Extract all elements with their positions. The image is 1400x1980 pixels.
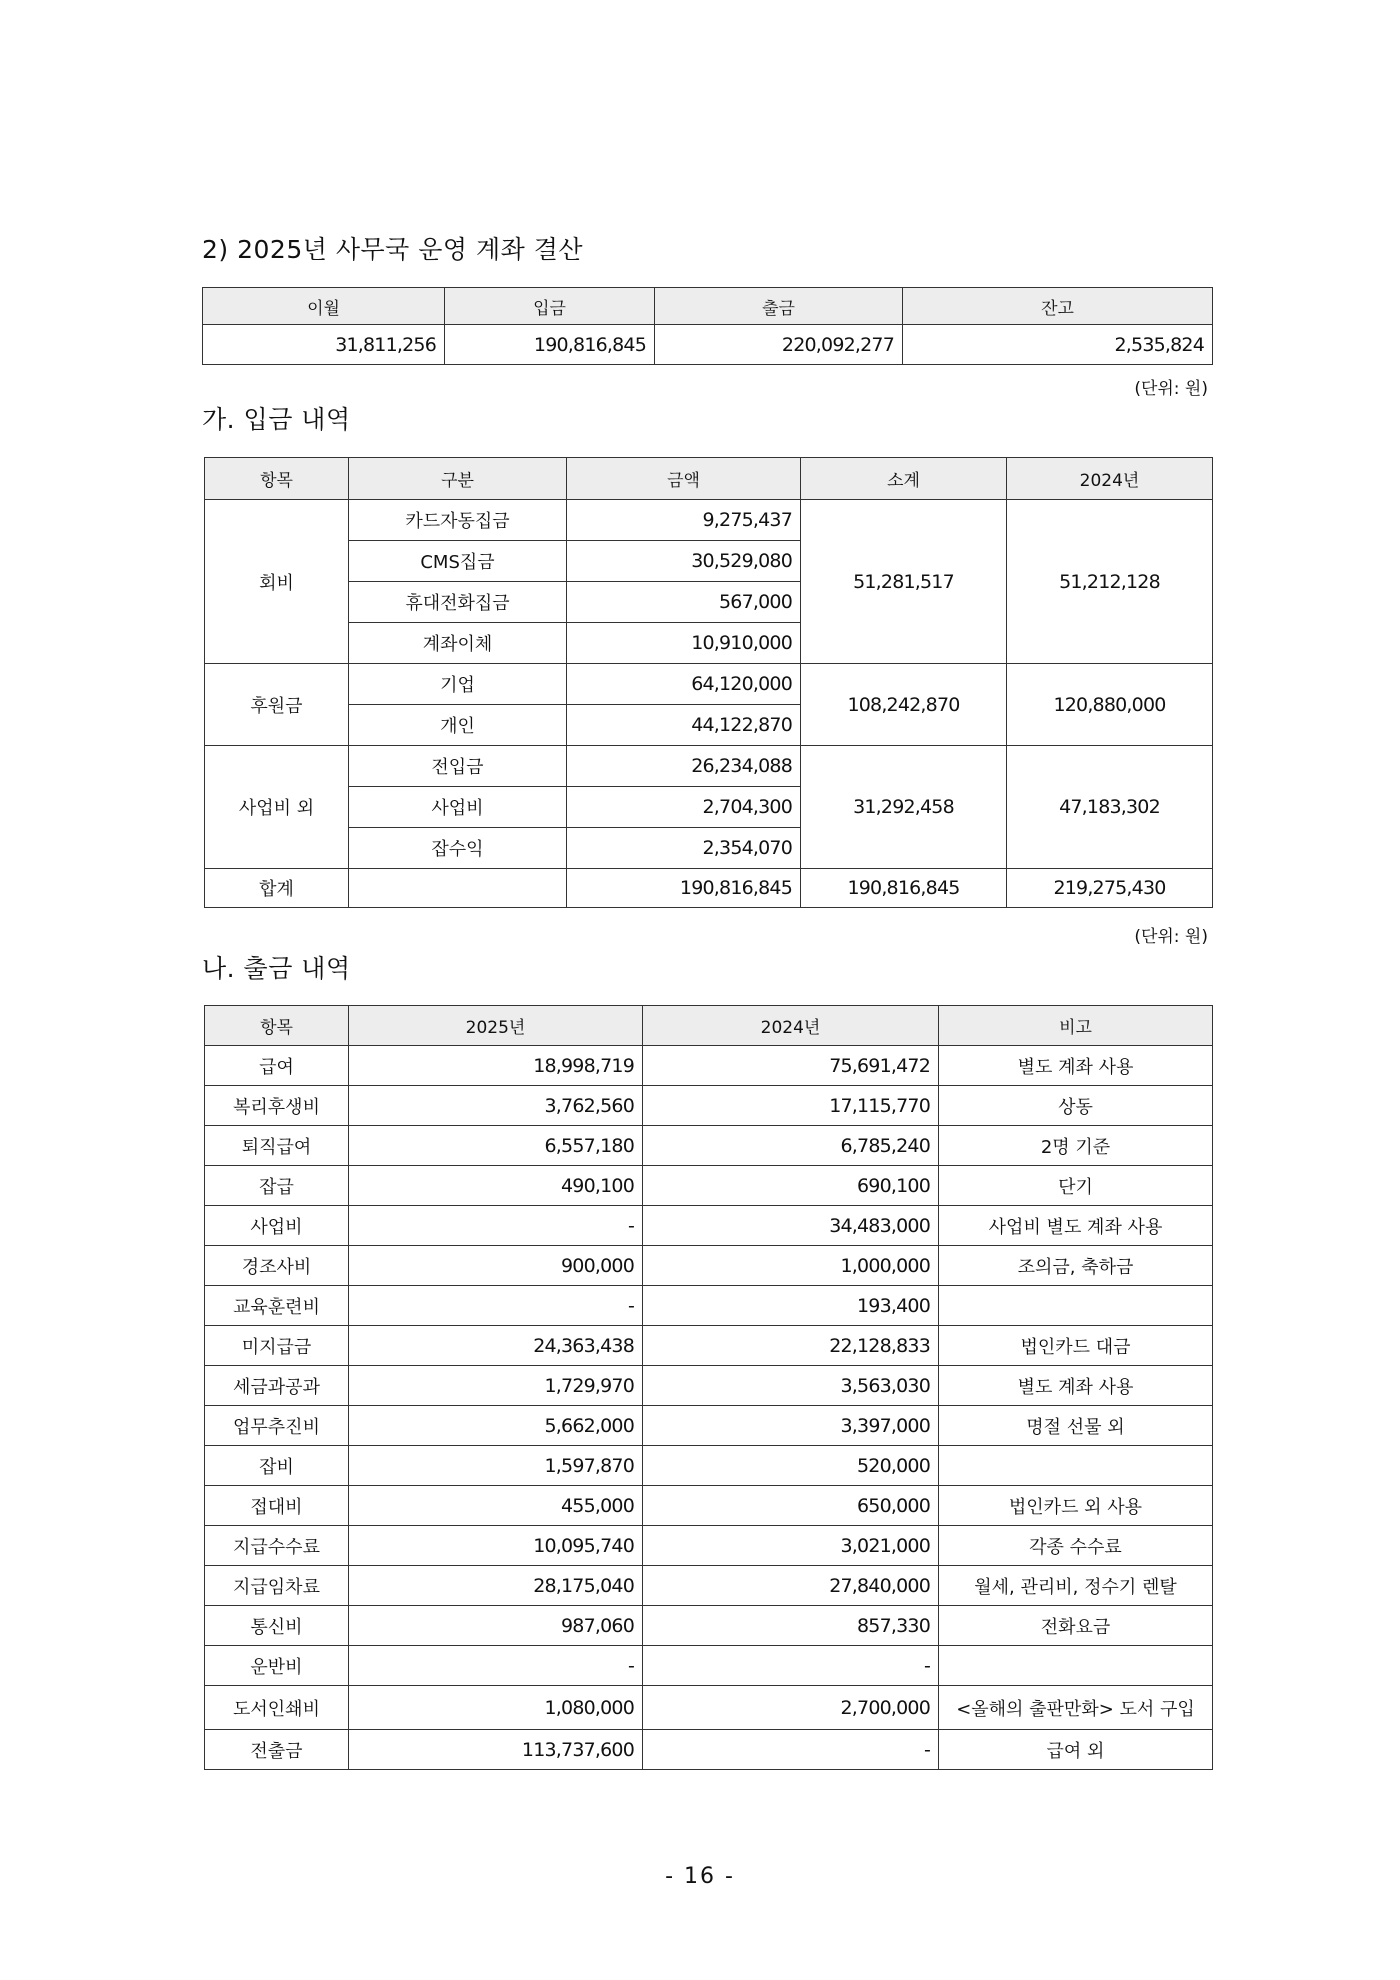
income-item: 사업비 외 — [205, 746, 349, 869]
expense-2024: 75,691,472 — [643, 1046, 939, 1086]
summary-table — [202, 287, 1213, 365]
expense-row — [205, 1406, 1213, 1446]
expense-row — [205, 1166, 1213, 1206]
expense-2025: 28,175,040 — [349, 1566, 643, 1606]
income-item: 회비 — [205, 500, 349, 664]
summary-header: 이월 — [203, 288, 445, 325]
section-title: 2) 2025년 사무국 운영 계좌 결산 — [202, 235, 584, 264]
expense-2025: 455,000 — [349, 1486, 643, 1526]
expense-header: 항목 — [205, 1006, 349, 1046]
expense-item: 퇴직급여 — [205, 1126, 349, 1166]
expense-item: 접대비 — [205, 1486, 349, 1526]
expense-note: 법인카드 외 사용 — [939, 1486, 1213, 1526]
expense-item: 복리후생비 — [205, 1086, 349, 1126]
unit-label: (단위: 원) — [1134, 379, 1208, 399]
income-row — [205, 664, 1213, 705]
expense-2025: 24,363,438 — [349, 1326, 643, 1366]
income-title: 가. 입금 내역 — [202, 405, 351, 434]
income-total-amount: 190,816,845 — [567, 869, 801, 908]
expense-2024: 22,128,833 — [643, 1326, 939, 1366]
income-header: 소계 — [801, 458, 1007, 500]
income-category: 계좌이체 — [349, 623, 567, 664]
expense-title: 나. 출금 내역 — [202, 954, 351, 983]
income-row — [205, 500, 1213, 541]
expense-note: 조의금, 축하금 — [939, 1246, 1213, 1286]
expense-2024: 3,397,000 — [643, 1406, 939, 1446]
expense-2024: 857,330 — [643, 1606, 939, 1646]
expense-item: 전출금 — [205, 1730, 349, 1770]
income-amount: 567,000 — [567, 582, 801, 623]
summary-value: 190,816,845 — [445, 325, 655, 365]
income-category: 휴대전화집금 — [349, 582, 567, 623]
summary-header: 출금 — [655, 288, 903, 325]
expense-note: 명절 선물 외 — [939, 1406, 1213, 1446]
income-total-subtotal: 190,816,845 — [801, 869, 1007, 908]
summary-value: 31,811,256 — [203, 325, 445, 365]
income-amount: 26,234,088 — [567, 746, 801, 787]
expense-2024: 690,100 — [643, 1166, 939, 1206]
income-header: 2024년 — [1007, 458, 1213, 500]
expense-note: 월세, 관리비, 정수기 렌탈 — [939, 1566, 1213, 1606]
expense-2025: 987,060 — [349, 1606, 643, 1646]
expense-header-row — [205, 1006, 1213, 1046]
income-amount: 9,275,437 — [567, 500, 801, 541]
expense-2024: 1,000,000 — [643, 1246, 939, 1286]
expense-note: 2명 기준 — [939, 1126, 1213, 1166]
expense-row — [205, 1046, 1213, 1086]
expense-row — [205, 1286, 1213, 1326]
expense-2025: 18,998,719 — [349, 1046, 643, 1086]
income-category: CMS집금 — [349, 541, 567, 582]
expense-2025: 900,000 — [349, 1246, 643, 1286]
expense-2024: 3,021,000 — [643, 1526, 939, 1566]
expense-row — [205, 1730, 1213, 1770]
income-header-row — [205, 458, 1213, 500]
summary-header: 입금 — [445, 288, 655, 325]
expense-item: 지급임차료 — [205, 1566, 349, 1606]
expense-2024: - — [643, 1646, 939, 1686]
income-amount: 30,529,080 — [567, 541, 801, 582]
expense-2024: 520,000 — [643, 1446, 939, 1486]
expense-item: 세금과공과 — [205, 1366, 349, 1406]
expense-note: 별도 계좌 사용 — [939, 1366, 1213, 1406]
expense-2025: 5,662,000 — [349, 1406, 643, 1446]
income-total-row — [205, 869, 1213, 908]
income-category: 전입금 — [349, 746, 567, 787]
expense-row — [205, 1366, 1213, 1406]
expense-item: 미지급금 — [205, 1326, 349, 1366]
expense-item: 사업비 — [205, 1206, 349, 1246]
expense-row — [205, 1206, 1213, 1246]
income-prev-year: 51,212,128 — [1007, 500, 1213, 664]
expense-table — [204, 1005, 1213, 1770]
summary-value: 2,535,824 — [903, 325, 1213, 365]
income-subtotal: 108,242,870 — [801, 664, 1007, 746]
page-number: - 16 - — [665, 1864, 735, 1889]
expense-note — [939, 1446, 1213, 1486]
expense-2025: - — [349, 1286, 643, 1326]
expense-note: 단기 — [939, 1166, 1213, 1206]
income-category: 개인 — [349, 705, 567, 746]
expense-2025: 490,100 — [349, 1166, 643, 1206]
expense-item: 운반비 — [205, 1646, 349, 1686]
expense-header: 2024년 — [643, 1006, 939, 1046]
expense-item: 통신비 — [205, 1606, 349, 1646]
income-amount: 2,704,300 — [567, 787, 801, 828]
income-amount: 64,120,000 — [567, 664, 801, 705]
expense-row — [205, 1086, 1213, 1126]
expense-2024: 6,785,240 — [643, 1126, 939, 1166]
income-total-empty — [349, 869, 567, 908]
expense-note: 상동 — [939, 1086, 1213, 1126]
expense-row — [205, 1686, 1213, 1730]
expense-item: 교육훈련비 — [205, 1286, 349, 1326]
expense-note: 법인카드 대금 — [939, 1326, 1213, 1366]
expense-note: 각종 수수료 — [939, 1526, 1213, 1566]
expense-2024: 3,563,030 — [643, 1366, 939, 1406]
expense-2024: 2,700,000 — [643, 1686, 939, 1730]
expense-note: 급여 외 — [939, 1730, 1213, 1770]
income-category: 카드자동집금 — [349, 500, 567, 541]
expense-header: 비고 — [939, 1006, 1213, 1046]
expense-row — [205, 1126, 1213, 1166]
summary-value-row — [203, 325, 1213, 365]
unit-label: (단위: 원) — [1134, 927, 1208, 947]
expense-row — [205, 1246, 1213, 1286]
expense-header: 2025년 — [349, 1006, 643, 1046]
expense-note — [939, 1646, 1213, 1686]
income-subtotal: 31,292,458 — [801, 746, 1007, 869]
expense-item: 잡비 — [205, 1446, 349, 1486]
expense-note: 전화요금 — [939, 1606, 1213, 1646]
income-table — [204, 457, 1213, 908]
income-row — [205, 746, 1213, 787]
income-category: 사업비 — [349, 787, 567, 828]
expense-2024: 650,000 — [643, 1486, 939, 1526]
summary-header: 잔고 — [903, 288, 1213, 325]
income-item: 후원금 — [205, 664, 349, 746]
income-header: 항목 — [205, 458, 349, 500]
income-amount: 44,122,870 — [567, 705, 801, 746]
expense-row — [205, 1446, 1213, 1486]
expense-note: 별도 계좌 사용 — [939, 1046, 1213, 1086]
expense-2024: 17,115,770 — [643, 1086, 939, 1126]
expense-note — [939, 1286, 1213, 1326]
income-amount: 2,354,070 — [567, 828, 801, 869]
expense-2025: 6,557,180 — [349, 1126, 643, 1166]
expense-row — [205, 1526, 1213, 1566]
expense-item: 도서인쇄비 — [205, 1686, 349, 1730]
income-total-label: 합계 — [205, 869, 349, 908]
income-header: 금액 — [567, 458, 801, 500]
expense-2025: 1,597,870 — [349, 1446, 643, 1486]
expense-2025: 113,737,600 — [349, 1730, 643, 1770]
expense-note: 사업비 별도 계좌 사용 — [939, 1206, 1213, 1246]
expense-item: 경조사비 — [205, 1246, 349, 1286]
expense-item: 지급수수료 — [205, 1526, 349, 1566]
income-prev-year: 120,880,000 — [1007, 664, 1213, 746]
expense-row — [205, 1486, 1213, 1526]
expense-2024: - — [643, 1730, 939, 1770]
income-category: 기업 — [349, 664, 567, 705]
expense-2025: 1,729,970 — [349, 1366, 643, 1406]
expense-item: 잡급 — [205, 1166, 349, 1206]
income-prev-year: 47,183,302 — [1007, 746, 1213, 869]
summary-value: 220,092,277 — [655, 325, 903, 365]
expense-row — [205, 1326, 1213, 1366]
expense-2024: 193,400 — [643, 1286, 939, 1326]
income-amount: 10,910,000 — [567, 623, 801, 664]
expense-item: 급여 — [205, 1046, 349, 1086]
expense-note: <올해의 출판만화> 도서 구입 — [939, 1686, 1213, 1730]
income-category: 잡수익 — [349, 828, 567, 869]
summary-header-row — [203, 288, 1213, 325]
expense-row — [205, 1566, 1213, 1606]
expense-2025: - — [349, 1646, 643, 1686]
expense-row — [205, 1646, 1213, 1686]
income-subtotal: 51,281,517 — [801, 500, 1007, 664]
expense-2025: 3,762,560 — [349, 1086, 643, 1126]
expense-2025: - — [349, 1206, 643, 1246]
expense-row — [205, 1606, 1213, 1646]
expense-2024: 34,483,000 — [643, 1206, 939, 1246]
expense-2024: 27,840,000 — [643, 1566, 939, 1606]
income-header: 구분 — [349, 458, 567, 500]
expense-item: 업무추진비 — [205, 1406, 349, 1446]
expense-2025: 1,080,000 — [349, 1686, 643, 1730]
income-total-prev-year: 219,275,430 — [1007, 869, 1213, 908]
expense-2025: 10,095,740 — [349, 1526, 643, 1566]
